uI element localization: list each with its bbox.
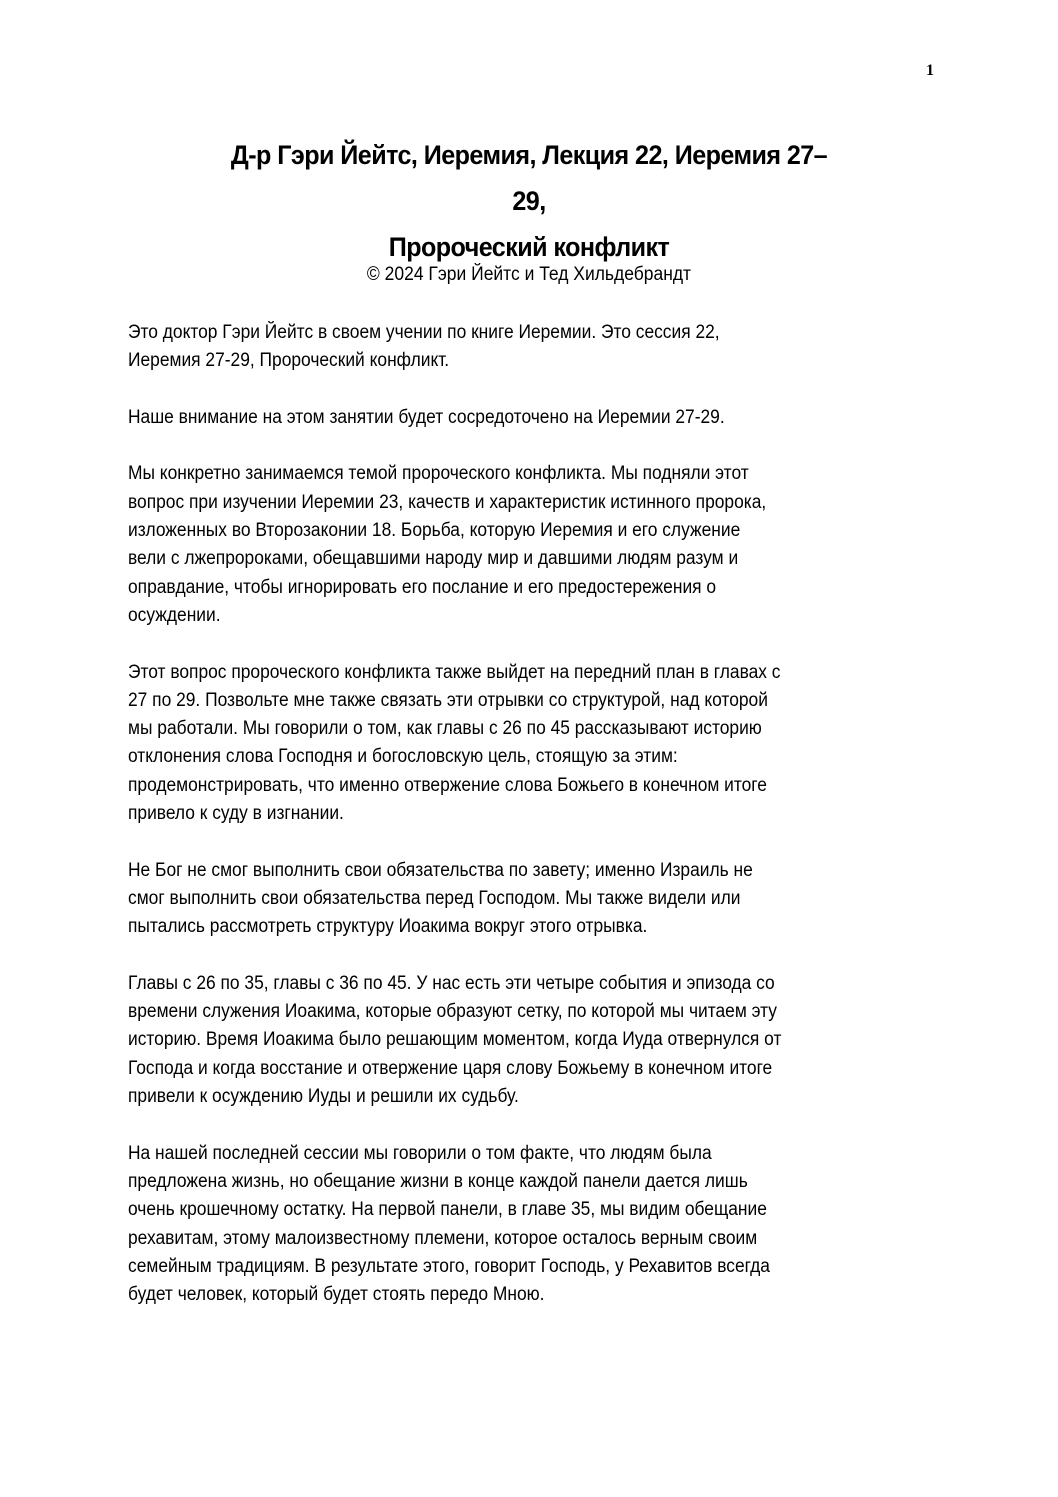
paragraph-focus xyxy=(128,404,878,432)
text-line: оправдание, чтобы игнорировать его послание и его предостережения о xyxy=(128,576,717,598)
text-line: Мы конкретно занимаемся темой пророческого конфликта. Мы подняли этот xyxy=(128,463,749,485)
title-line: Пророческий конфликт xyxy=(388,232,670,262)
text-line: Господа и когда восстание и отвержение царя слову Божьему в конечном итоге xyxy=(128,1057,773,1079)
text-line: смог выполнить свои обязательства перед Господом. Мы также видели или xyxy=(128,887,741,909)
text-line: Не Бог не смог выполнить свои обязательства по завету; именно Израиль не xyxy=(128,859,753,881)
text-line: Это доктор Гэри Йейтс в своем учении по книге Иеремии. Это сессия 22, xyxy=(128,322,720,343)
text-line: привело к суду в изгнании. xyxy=(128,803,344,825)
text-line: мы работали. Мы говорили о том, как главы с 26 по 45 рассказывают историю xyxy=(128,718,762,740)
text-line: привели к осуждению Иуды и решили их судьбу. xyxy=(128,1086,519,1108)
text-line: очень крошечному остатку. На первой панели, в главе 35, мы видим обещание xyxy=(128,1199,767,1221)
text-line: предложена жизнь, но обещание жизни в конце каждой панели дается лишь xyxy=(128,1170,748,1192)
text-line: времени служения Иоакима, которые образуют сетку, по которой мы читаем эту xyxy=(128,1001,777,1023)
title-line: 29, xyxy=(512,186,546,216)
text-line: вопрос при изучении Иеремии 23, качеств и характеристик истинного пророка, xyxy=(128,491,767,513)
title-line: Д-р Гэри Йейтс, Иеремия, Лекция 22, Иеремия 27– xyxy=(230,140,828,170)
paragraph-prophetic-conflict xyxy=(128,460,878,630)
page-number: 1 xyxy=(926,62,934,79)
document-body xyxy=(128,319,878,1338)
paragraph-chapters xyxy=(128,970,878,1111)
text-line: Этот вопрос пророческого конфликта также выйдет на передний план в главах с xyxy=(128,661,781,683)
paragraph-last-session xyxy=(128,1140,878,1310)
text-line: Иеремия 27-29, Пророческий конфликт. xyxy=(128,350,450,372)
text-line: осуждении. xyxy=(128,604,221,626)
text-line: На нашей последней сессии мы говорили о том факте, что людям была xyxy=(128,1142,712,1164)
text-line: Главы с 26 по 35, главы с 36 по 45. У нас есть эти четыре события и эпизода со xyxy=(128,972,775,994)
text-line: отклонения слова Господня и богословскую цель, стоящую за этим: xyxy=(128,746,678,768)
text-line: семейным традициям. В результате этого, говорит Господь, у Рехавитов всегда xyxy=(128,1255,770,1277)
text-line: 27 по 29. Позвольте мне также связать эти отрывки со структурой, над которой xyxy=(128,689,768,711)
document-title xyxy=(130,132,928,270)
text-line: историю. Время Иоакима было решающим моментом, когда Иуда отвернулся от xyxy=(128,1029,782,1051)
text-line: будет человек, который будет стоять передо Мною. xyxy=(128,1284,545,1306)
text-line: вели с лжепророками, обещавшими народу мир и давшими людям разум и xyxy=(128,548,739,570)
text-line: продемонстрировать, что именно отвержение слова Божьего в конечном итоге xyxy=(128,774,767,796)
paragraph-covenant xyxy=(128,857,878,942)
text-line: рехавитам, этому малоизвестному племени, которое осталось верным своим xyxy=(128,1227,758,1249)
text-line: изложенных во Второзаконии 18. Борьба, которую Иеремия и его служение xyxy=(128,520,741,542)
copyright-notice: © 2024 Гэри Йейтс и Тед Хильдебрандт xyxy=(366,264,692,285)
paragraph-structure xyxy=(128,659,878,829)
paragraph-intro xyxy=(128,319,878,376)
text-line: пытались рассмотреть структуру Иоакима вокруг этого отрывка. xyxy=(128,916,648,938)
text-line: Наше внимание на этом занятии будет сосредоточено на Иеремии 27-29. xyxy=(128,406,725,428)
